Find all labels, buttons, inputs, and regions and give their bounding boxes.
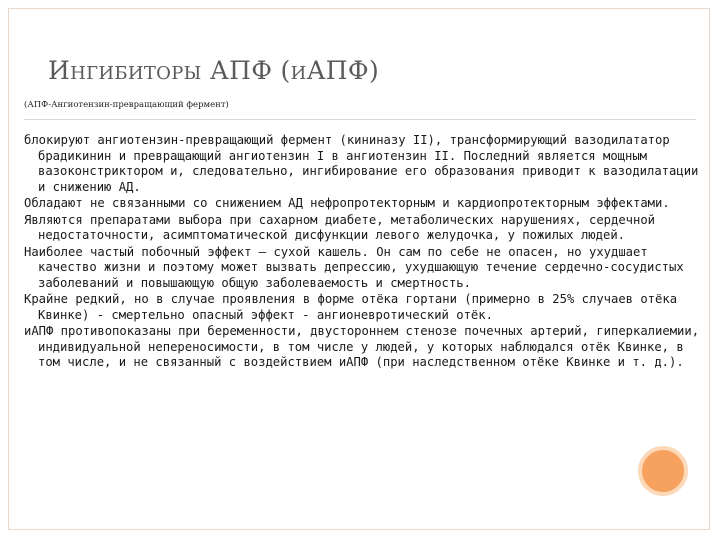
body-paragraph: блокируют ангиотензин-превращающий фермент (кининазу II), трансформирующий вазодилататор брадикинин и превращающий ангиотензин I в ангиотензин II. Последний является мощным вазоконстриктором и, следовательно, ингибирование его образования приводит к вазодилатации и снижению АД. — [24, 133, 699, 194]
body-paragraph: Наиболее частый побочный эффект — сухой кашель. Он сам по себе не опасен, но ухудшает качество жизни и поэтому может вызвать депрессию, ухудшающую течение сердечно-сосудистых заболеваний и повышающую общую заболеваемость и смертность. — [24, 244, 684, 290]
title-middle: АПФ ( — [201, 56, 291, 85]
title-abbrev-rest: АПФ) — [306, 56, 380, 85]
body-paragraph: Обладают не связанными со снижением АД нефропротекторным и кардиопротекторным эффектами. — [24, 196, 670, 210]
title-rest: НГИБИТОРЫ — [70, 63, 202, 84]
title-initial: И — [48, 56, 71, 85]
title-divider — [24, 119, 696, 120]
title-abbrev-prefix: И — [290, 63, 307, 84]
body-paragraph: Являются препаратами выбора при сахарном диабете, метаболических нарушениях, сердечной недостаточности, асимптоматической дисфункции левого желудочка, у пожилых людей. — [24, 212, 656, 242]
decorative-circle — [638, 446, 688, 496]
slide-body — [24, 133, 700, 372]
slide-title — [48, 56, 379, 85]
body-paragraph: иАПФ противопоказаны при беременности, двустороннем стенозе почечных артерий, гиперкалиемии, индивидуальной непереносимости, в том числе у людей, у которых наблюдался отёк Квинке, в том числе, и не связанный с воздействием иАПФ (при наследственном отёке Квинке и т. д.). — [24, 324, 700, 369]
body-paragraph: Крайне редкий, но в случае проявления в форме отёка гортани (примерно в 25% случаев отёка Квинке) - смертельно опасный эффект - ангионевротический отёк. — [24, 292, 678, 322]
slide-subtitle: (АПФ-Ангиотензин-превращающий фермент) — [24, 100, 229, 110]
